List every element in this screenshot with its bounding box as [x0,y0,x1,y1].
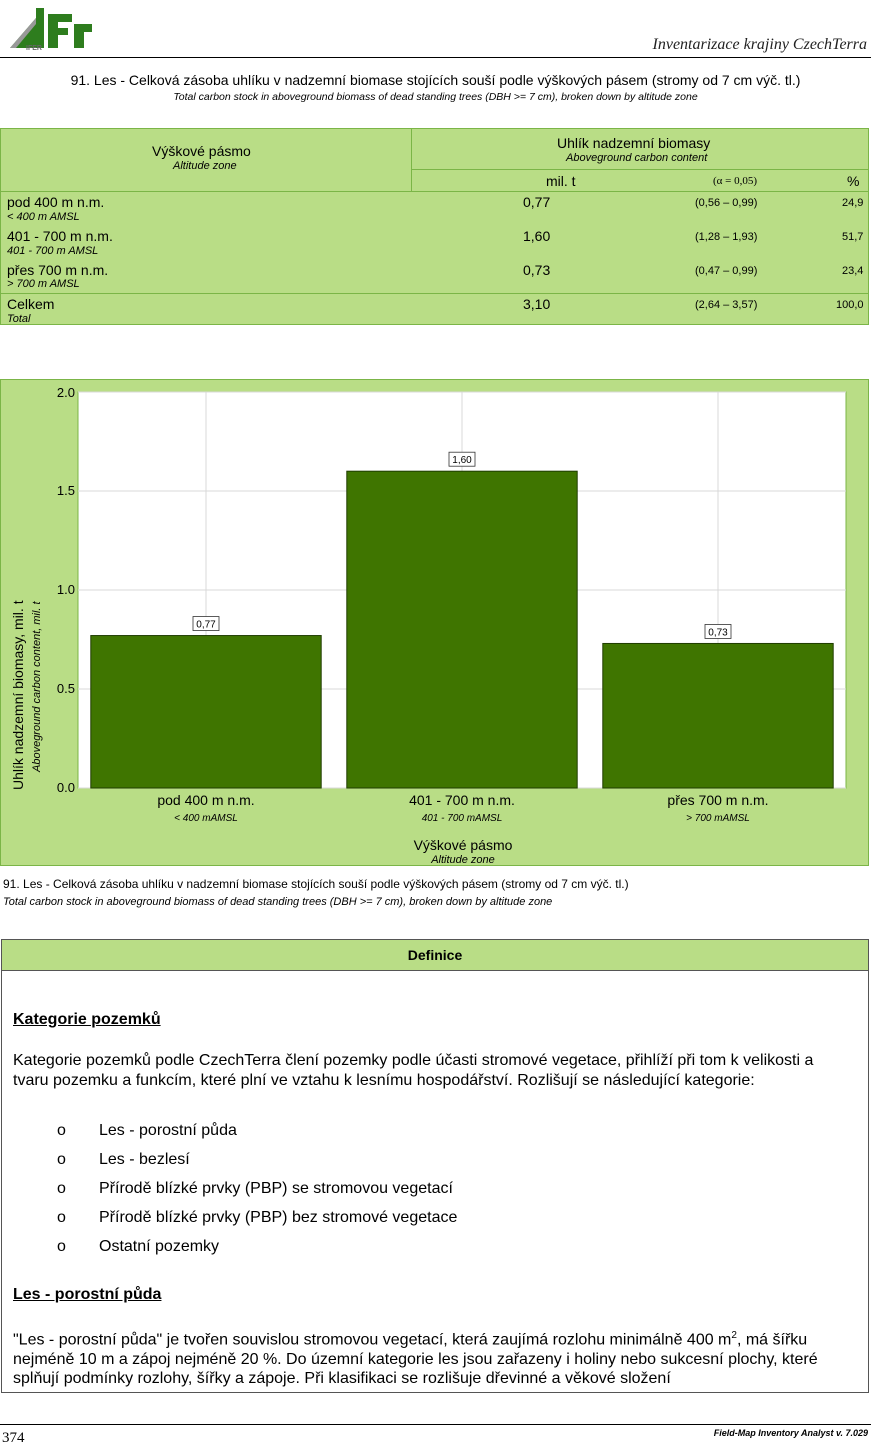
y-tick-label: 0.0 [56,780,75,795]
y-tick-label: 0.5 [56,681,75,696]
section-title-land-categories: Kategorie pozemků [13,1011,161,1028]
row-label-en: > 700 m AMSL [7,278,80,290]
col-altitude-header: Výškové pásmo [152,143,251,159]
x-tick-label-en: 401 - 700 mAMSL [421,813,503,824]
pct-header: % [847,173,860,189]
ifer-logo [6,4,98,52]
row-ci: (1,28 – 1,93) [695,231,758,243]
bar [91,636,321,788]
row-pct: 51,7 [842,231,864,243]
bullet: o [57,1238,66,1255]
document-header-title: Inventarizace krajiny CzechTerra [652,36,867,53]
row-label-en: < 400 m AMSL [7,211,80,223]
x-tick-label: přes 700 m n.m. [667,792,769,808]
section-text-forest-stand: "Les - porostní půda" je tvořen souvislou stromovou vegetací, která zaujímá rozlohu minimálně 400 $m^2$, má šířku nejméně 10 m a zápoj nejméně 20 %. Do územní kategorie les jsou zařazeny i holiny nebo sukcesní plochy, které splňují podmínky rozlohy, šířky a zápoje. Při klasifikaci se rozlišuje dřevinné a věkové složení [13,1330,818,1388]
list-item: Ostatní pozemky [99,1238,220,1255]
row-ci: (0,56 – 0,99) [695,197,758,209]
col-altitude-header-en: Altitude zone [173,160,237,172]
table-caption-en: Total carbon stock in aboveground biomass of dead standing trees (DBH >= 7 cm), broken down by altitude zone [173,91,698,103]
bullet: o [57,1122,66,1139]
bar [603,643,833,788]
definitions-heading: Definice [2,940,868,971]
total-label-en: Total [7,313,31,325]
bar [347,471,577,788]
x-axis-label-en: Altitude zone [431,854,495,865]
row-pct: 23,4 [842,265,864,277]
col-carbon-header-en: Aboveground carbon content [566,152,708,164]
chart-caption-en: Total carbon stock in aboveground biomass of dead standing trees (DBH >= 7 cm), broken down by altitude zone [3,896,553,908]
y-axis-label: Uhlík nadzemní biomasy, mil. t [10,600,26,790]
row-label: 401 - 700 m n.m. [7,228,113,244]
total-value: 3,10 [523,296,551,312]
y-tick-label: 1.5 [56,483,75,498]
total-label: Celkem [7,296,55,312]
list-item: Přírodě blízké prvky (PBP) bez stromové vegetace [99,1209,458,1226]
total-pct: 100,0 [836,299,864,311]
software-credit: Field-Map Inventory Analyst v. 7.029 [713,1428,868,1438]
row-value: 0,77 [523,194,551,210]
bar-chart-panel [0,379,869,866]
row-ci: (0,47 – 0,99) [695,265,758,277]
section-text-land-categories: Kategorie pozemků podle CzechTerra člení pozemky podle účasti stromové vegetace, přihlíží při tom k velikosti a tvaru pozemku a funkcím, které plní ve vztahu k lesnímu hospodářství. Rozlišují se následující kategorie: [13,1052,814,1089]
alpha-header: (α = 0,05) [713,175,758,187]
row-value: 1,60 [523,228,551,244]
data-label: 0,77 [196,619,216,631]
row-pct: 24,9 [842,197,864,209]
row-label: pod 400 m n.m. [7,194,105,210]
x-tick-label-en: < 400 mAMSL [174,813,238,824]
svg-text:IFER: IFER [26,45,42,52]
carbon-table [0,128,869,325]
bullet: o [57,1180,66,1197]
bullet: o [57,1151,66,1168]
data-label: 0,73 [708,627,728,639]
definitions-box [1,939,869,1393]
chart-caption: 91. Les - Celková zásoba uhlíku v nadzemní biomase stojících souší podle výškových pásem (stromy od 7 cm výč. tl.) [3,877,629,891]
row-value: 0,73 [523,262,551,278]
page-number: 374 [2,1430,25,1446]
y-tick-label: 1.0 [56,582,75,597]
footer-rule [0,1424,871,1425]
list-item: Les - porostní půda [99,1122,237,1139]
bullet: o [57,1209,66,1226]
section-title-forest-stand: Les - porostní půda [13,1286,162,1303]
x-tick-label: pod 400 m n.m. [157,792,255,808]
unit-header: mil. t [546,173,576,189]
bar-chart [1,380,868,865]
header-rule [0,57,871,58]
list-item: Les - bezlesí [99,1151,190,1168]
col-carbon-header: Uhlík nadzemní biomasy [557,135,711,151]
data-label: 1,60 [452,455,472,467]
x-tick-label-en: > 700 mAMSL [686,813,750,824]
y-tick-label: 2.0 [56,385,75,400]
list-item: Přírodě blízké prvky (PBP) se stromovou vegetací [99,1180,453,1197]
row-label-en: 401 - 700 m AMSL [7,245,99,257]
table-caption: 91. Les - Celková zásoba uhlíku v nadzemní biomase stojících souší podle výškových pásem (stromy od 7 cm výč. tl.) [70,72,801,88]
row-label: přes 700 m n.m. [7,262,109,278]
y-axis-label-en: Aboveground carbon content, mil. t [31,601,43,772]
x-axis-label: Výškové pásmo [413,837,513,853]
x-tick-label: 401 - 700 m n.m. [409,792,515,808]
total-ci: (2,64 – 3,57) [695,299,758,311]
